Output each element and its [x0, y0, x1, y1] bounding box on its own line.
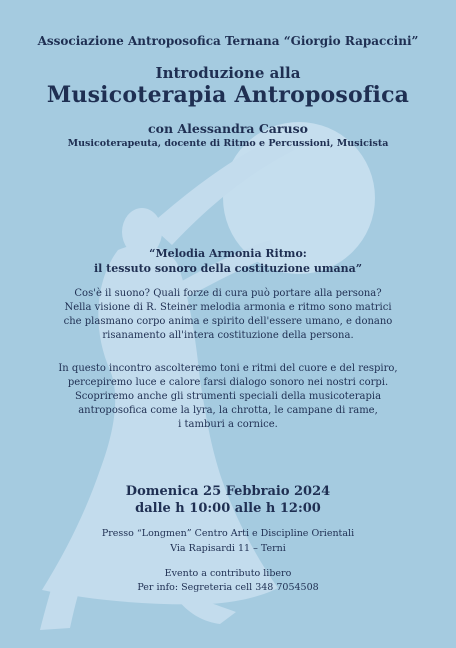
presenter-role: Musicoterapeuta, docente di Ritmo e Percussioni, Musicista	[67, 138, 389, 149]
info-contact: Per info: Segreteria cell 348 7054508	[137, 582, 319, 593]
paragraph-2-line: antroposofica come la lyra, la chrotta, le campane di rame,	[78, 405, 378, 416]
paragraph-1-line: che plasmano corpo anima e spirito dell'essere umano, e donano	[63, 316, 393, 327]
presenter-name: con Alessandra Caruso	[148, 121, 308, 136]
paragraph-2-line: Scopriremo anche gli strumenti speciali della musicoterapia	[74, 391, 382, 402]
paragraph-2-line: percepiremo luce e calore farsi dialogo sonoro nei nostri corpi.	[67, 377, 389, 388]
paragraph-1-line: Cos'è il suono? Quali forze di cura può portare alla persona?	[74, 288, 382, 299]
paragraph-2-line: In questo incontro ascolteremo toni e ritmi del cuore e del respiro,	[58, 363, 398, 374]
page-title: Musicoterapia Antroposofica	[46, 82, 410, 108]
paragraph-1-line: risanamento all'intera costituzione della persona.	[102, 330, 354, 341]
event-time: dalle h 10:00 alle h 12:00	[135, 501, 321, 516]
venue-address: Via Rapisardi 11 – Terni	[170, 543, 286, 554]
title-intro: Introduzione alla	[155, 64, 301, 82]
event-date: Domenica 25 Febbraio 2024	[125, 484, 331, 499]
paragraph-2-line: i tamburi a cornice.	[178, 419, 278, 430]
association-name: Associazione Antroposofica Ternana “Giorgio Rapaccini”	[37, 34, 419, 48]
quote-line-2: il tessuto sonoro della costituzione umana”	[93, 262, 363, 275]
paragraph-1-line: Nella visione di R. Steiner melodia armonia e ritmo sono matrici	[64, 302, 392, 313]
quote-line-1: “Melodia Armonia Ritmo:	[149, 247, 307, 260]
venue-name: Presso “Longmen” Centro Arti e Discipline Orientali	[101, 528, 355, 539]
contribution-note: Evento a contributo libero	[164, 568, 292, 579]
